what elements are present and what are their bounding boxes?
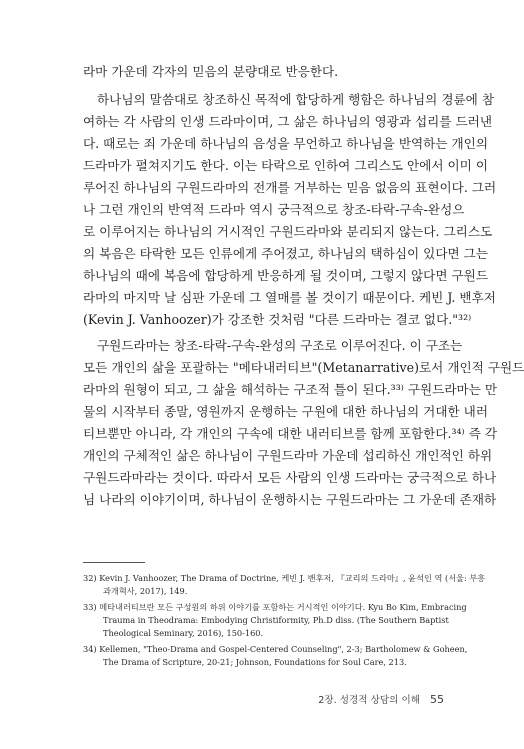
text-line: 라마의 마지막 날 심판 가운데 그 열매를 볼 것이기 때문이다. 케빈 J. 밴후저: [83, 290, 496, 305]
text-line: 라마 가운데 각자의 믿음의 분량대로 반응한다.: [83, 64, 339, 79]
text-line: 모든 개인의 삶을 포괄하는 "메타내러티브"(Metanarrative)로서 개인적 구원드: [83, 360, 524, 375]
footnote-33-line: Trauma in Theodrama: Embodying Christiformity, Ph.D diss. (The Southern Baptist: [103, 615, 449, 625]
text-line: 의 복음은 타락한 모든 인류에게 주어졌고, 하나님의 택하심이 있다면 그는: [83, 246, 488, 261]
text-line: 하나님의 말씀대로 창조하신 목적에 합당하게 행함은 하나님의 경륜에 참: [97, 92, 494, 107]
footnote-34-line: 34) Kellemen, "Theo-Drama and Gospel-Centered Counseling", 2-3; Bartholomew & Goheen,: [83, 644, 468, 654]
text-line: 다. 때로는 죄 가운데 하나님의 음성을 무언하고 하나님을 반역하는 개인의: [83, 136, 488, 151]
text-line: 개인의 구체적인 삶은 하나님이 구원드라마 가운데 섭리하신 개인적인 하위: [83, 448, 493, 463]
text-line: 구원드라마라는 것이다. 따라서 모든 사람의 인생 드라마는 궁극적으로 하나: [83, 470, 497, 485]
text-line: 나 그런 개인의 반역적 드라마 역시 궁극적으로 창조-타락-구속-완성으: [83, 202, 465, 217]
footnote-33-line: 33) 메타내러티브란 모든 구성원의 하위 이야기를 포함하는 거시적인 이야기다. Kyu Bo Kim, Embracing: [83, 602, 467, 612]
text-line: 여하는 각 사람의 인생 드라마이며, 그 삶은 하나님의 영광과 섭리를 드러낸: [83, 114, 493, 129]
page-footer: [318, 692, 444, 706]
footnote-divider: [83, 562, 145, 563]
footnote-32-line: 과개혁사, 2017), 149.: [103, 586, 188, 596]
text-line: 루어진 하나님의 구원드라마의 전개를 거부하는 믿음 없음의 표현이다. 그러: [83, 180, 497, 195]
text-line: 님 나라의 이야기이며, 하나님이 운행하시는 구원드라마는 그 가운데 존재하: [83, 492, 497, 507]
text-line: 로 이루어지는 하나님의 거시적인 구원드라마와 분리되지 않는다. 그리스도: [83, 224, 493, 239]
text-line: 드라마가 펼쳐지기도 한다. 이는 타락으로 인하여 그리스도 안에서 이미 이: [83, 158, 488, 173]
text-line: 하나님의 때에 복음에 합당하게 반응하게 될 것이며, 그렇지 않다면 구원드: [83, 268, 488, 283]
text-line: 티브뿐만 아니라, 각 개인의 구속에 대한 내러티브를 함께 포함한다.³⁴⁾ 즉 각: [83, 426, 498, 441]
text-line: 라마의 원형이 되고, 그 삶을 해석하는 구조적 틀이 된다.³³⁾ 구원드라마는 만: [83, 382, 498, 397]
page-number: 55: [430, 693, 444, 706]
text-line: 물의 시작부터 종말, 영원까지 운행하는 구원에 대한 하나님의 거대한 내러: [83, 404, 488, 419]
running-chapter-title: 2장. 성경적 상담의 이해: [318, 695, 420, 706]
footnote-33-line: Theological Seminary, 2016), 150-160.: [103, 628, 264, 638]
footnote-34-line: The Drama of Scripture, 20-21; Johnson, Foundations for Soul Care, 213.: [103, 657, 407, 667]
text-line: 구원드라마는 창조-타락-구속-완성의 구조로 이루어진다. 이 구조는: [97, 338, 463, 353]
text-line: (Kevin J. Vanhoozer)가 강조한 것처럼 "다른 드라마는 결코 없다."³²⁾: [83, 312, 472, 327]
footnote-32-line: 32) Kevin J. Vanhoozer, The Drama of Doctrine, 케빈 J. 밴후저, 『교리의 드라마』, 윤석인 역 (서울: 부흥: [83, 573, 486, 583]
